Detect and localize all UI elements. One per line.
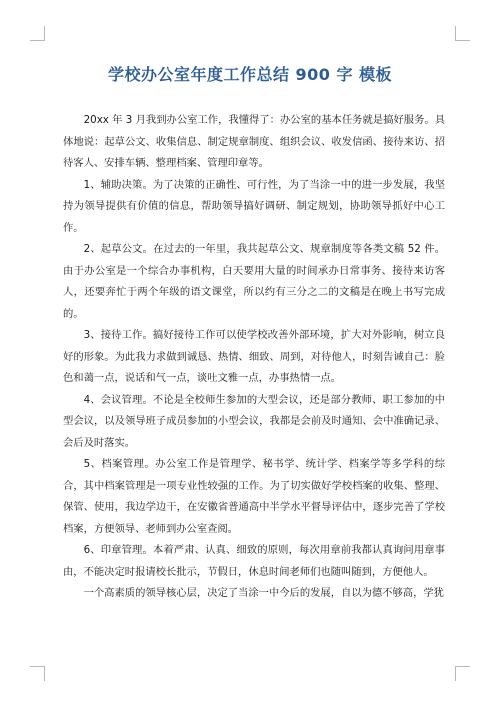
crop-mark-bottom-right — [455, 666, 470, 681]
paragraph-reception: 3、接待工作。搞好接待工作可以使学校改善外部环境，扩大对外影响，树立良好的形象。为此我力求做到诚恳、热情、细致、周到，对待他人，时刻告诫自己：脸色和蔼一点，说话和气一点，谈吐文雅一点，办事热情一点。 — [63, 329, 445, 384]
document-title: 学校办公室年度工作总结 900 字 模板 — [107, 65, 393, 84]
paragraph-intro: 20xx 年 3 月我到办公室工作，我懂得了：办公室的基本任务就是搞好服务。具体地说：起草公文、收集信息、制定规章制度、组织会议、收发信函、接待来访、招待客人、安排车辆、整理档案、管理印章等。 — [63, 114, 445, 169]
paragraph-seals: 6、印章管理。本着严肃、认真、细致的原则，每次用章前我都认真询问用章事由，不能决定时报请校长批示，节假日，休息时间老师们也随叫随到，方便他人。 — [63, 544, 445, 578]
paragraph-meetings: 4、会议管理。不论是全校师生参加的大型会议，还是部分教师、职工参加的中型会议，以及领导班子成员参加的小型会议，我都是会前及时通知、会中准确记录、会后及时落实。 — [63, 393, 445, 449]
paragraph-decision-support: 1、辅助决策。为了决策的正确性、可行性，为了当涂一中的进一步发展，我坚持为领导提供有价值的信息，帮助领导搞好调研、制定规划，协助领导抓好中心工作。 — [63, 178, 445, 234]
crop-mark-bottom-left — [30, 666, 45, 681]
paragraph-drafting: 2、起草公文。在过去的一年里，我共起草公文、规章制度等各类文稿 52 件。由于办公室是一个综合办事机构，白天要用大量的时间承办日常事务、接待来访客人，还要奔忙于两个年级的语文课堂，所以约有三分之二的文稿是在晚上书写完成的。 — [63, 243, 445, 320]
paragraph-leadership: 一个高素质的领导核心层，决定了当涂一中今后的发展，自以为德不够高，学犹 — [83, 587, 444, 599]
crop-mark-top-left — [30, 26, 45, 41]
paragraph-archives: 5、档案管理。办公室工作是管理学、秘书学、统计学、档案学等多学科的综合，其中档案管理是一项专业性较强的工作。为了切实做好学校档案的收集、整理、保管、使用，我边学边干，在安徽省普通高中半学水平督导评估中，逐步完善了学校档案，方便领导、老师到办公室查阅。 — [63, 458, 445, 535]
document-body — [63, 110, 445, 605]
crop-mark-top-right — [455, 26, 470, 41]
